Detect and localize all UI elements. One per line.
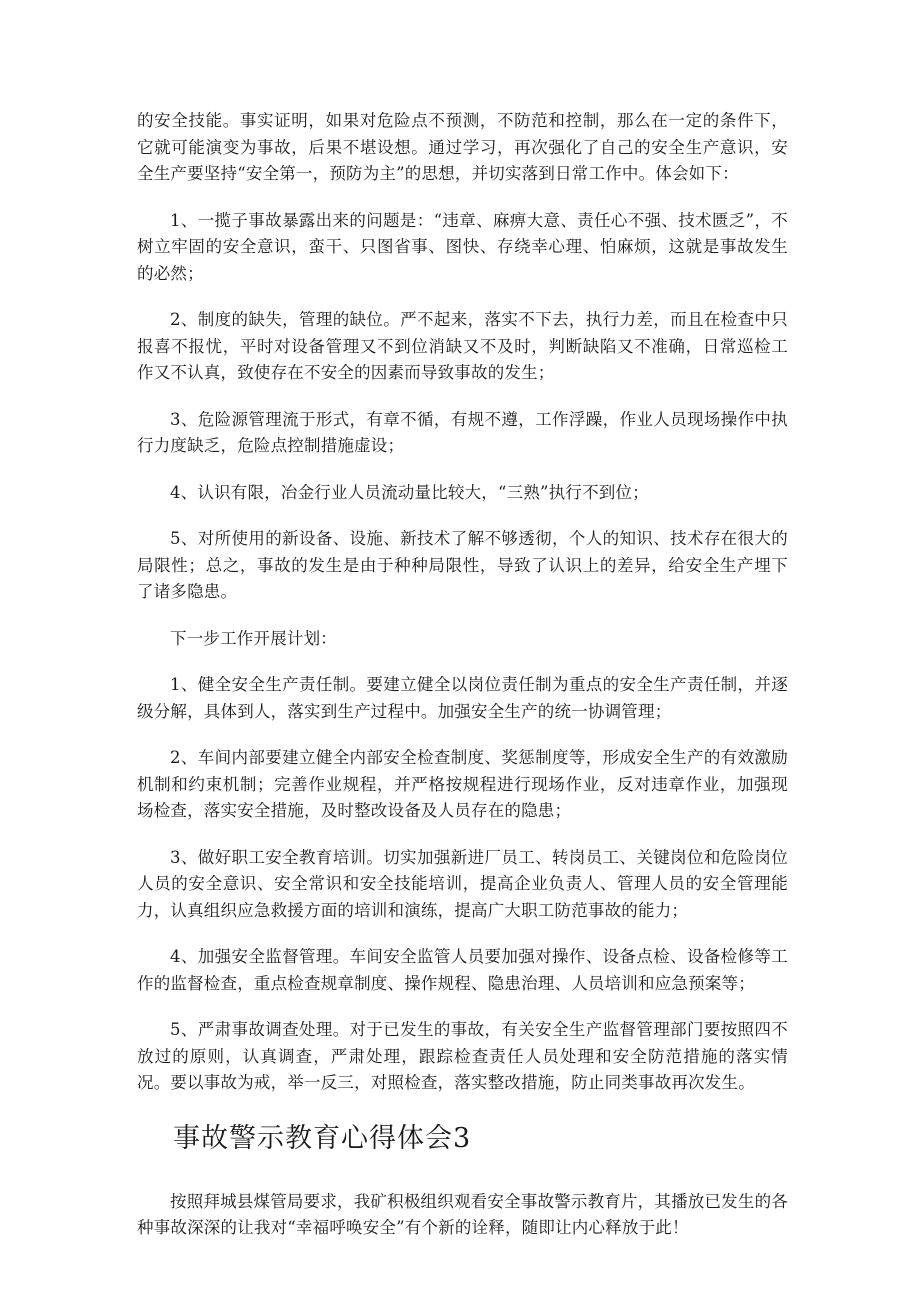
paragraph-problem-5: 5、对所使用的新设备、设施、新技术了解不够透彻，个人的知识、技术存在很大的局限性；总之，事故的发生是由于种种局限性，导致了认识上的差异，给安全生产埋下了诸多隐患。 [137,529,788,601]
paragraph-plan-5: 5、严肃事故调查处理。对于已发生的事故，有关安全生产监督管理部门要按照四不放过的原则，认真调查，严肃处理，跟踪检查责任人员处理和安全防范措施的落实情况。要以事故为戒，举一反三，对照检查，落实整改措施，防止同类事故再次发生。 [137,1020,788,1092]
paragraph-plan-3: 3、做好职工安全教育培训。切实加强新进厂员工、转岗员工、关键岗位和危险岗位人员的安全意识、安全常识和安全技能培训，提高企业负责人、管理人员的安全管理能力，认真组织应急救援方面的培训和演练，提高广大职工防范事故的能力； [137,847,788,920]
paragraph-plan-1: 1、健全安全生产责任制。要建立健全以岗位责任制为重点的安全生产责任制，并逐级分解，具体到人，落实到生产过程中。加强安全生产的统一协调管理； [137,675,788,721]
paragraph-plan-2: 2、车间内部要建立健全内部安全检查制度、奖惩制度等，形成安全生产的有效激励机制和约束机制；完善作业规程，并严格按规程进行现场作业，反对违章作业，加强现场检查，落实安全措施，及时整改设备及人员存在的隐患； [137,748,788,820]
paragraph-section-intro: 按照拜城县煤管局要求，我矿积极组织观看安全事故警示教育片，其播放已发生的各种事故深深的让我对“幸福呼唤安全”有个新的诠释，随即让内心释放于此！ [137,1191,788,1237]
document-body [137,108,788,1262]
paragraph-plan-4: 4、加强安全监督管理。车间安全监管人员要加强对操作、设备点检、设备检修等工作的监督检查，重点检查规章制度、操作规程、隐患治理、人员培训和应急预案等； [137,947,788,993]
section-heading: 事故警示教育心得体会3 [173,1122,472,1154]
paragraph-problem-3: 3、危险源管理流于形式，有章不循，有规不遵，工作浮躁，作业人员现场操作中执行力度缺乏，危险点控制措施虚设； [137,409,788,455]
paragraph-plan-intro: 下一步工作开展计划： [170,628,337,648]
paragraph-problem-1: 1、一揽子事故暴露出来的问题是：“违章、麻痹大意、责任心不强、技术匮乏”，不树立牢固的安全意识，蛮干、只图省事、图快、存绕幸心理、怕麻烦，这就是事故发生的必然； [137,210,788,283]
paragraph-problem-4: 4、认识有限，冶金行业人员流动量比较大，“三熟”执行不到位； [170,482,649,502]
paragraph-problem-2: 2、制度的缺失，管理的缺位。严不起来，落实不下去，执行力差，而且在检查中只报喜不报忧，平时对设备管理又不到位消缺又不及时，判断缺陷又不准确，日常巡检工作又不认真，致使存在不安全的因素而导致事故的发生； [137,310,788,382]
paragraph-continuation: 的安全技能。事实证明，如果对危险点不预测，不防范和控制，那么在一定的条件下，它就可能演变为事故，后果不堪设想。通过学习，再次强化了自己的安全生产意识，安全生产要坚持“安全第一，预防为主”的思想，并切实落到日常工作中。体会如下： [137,111,788,183]
